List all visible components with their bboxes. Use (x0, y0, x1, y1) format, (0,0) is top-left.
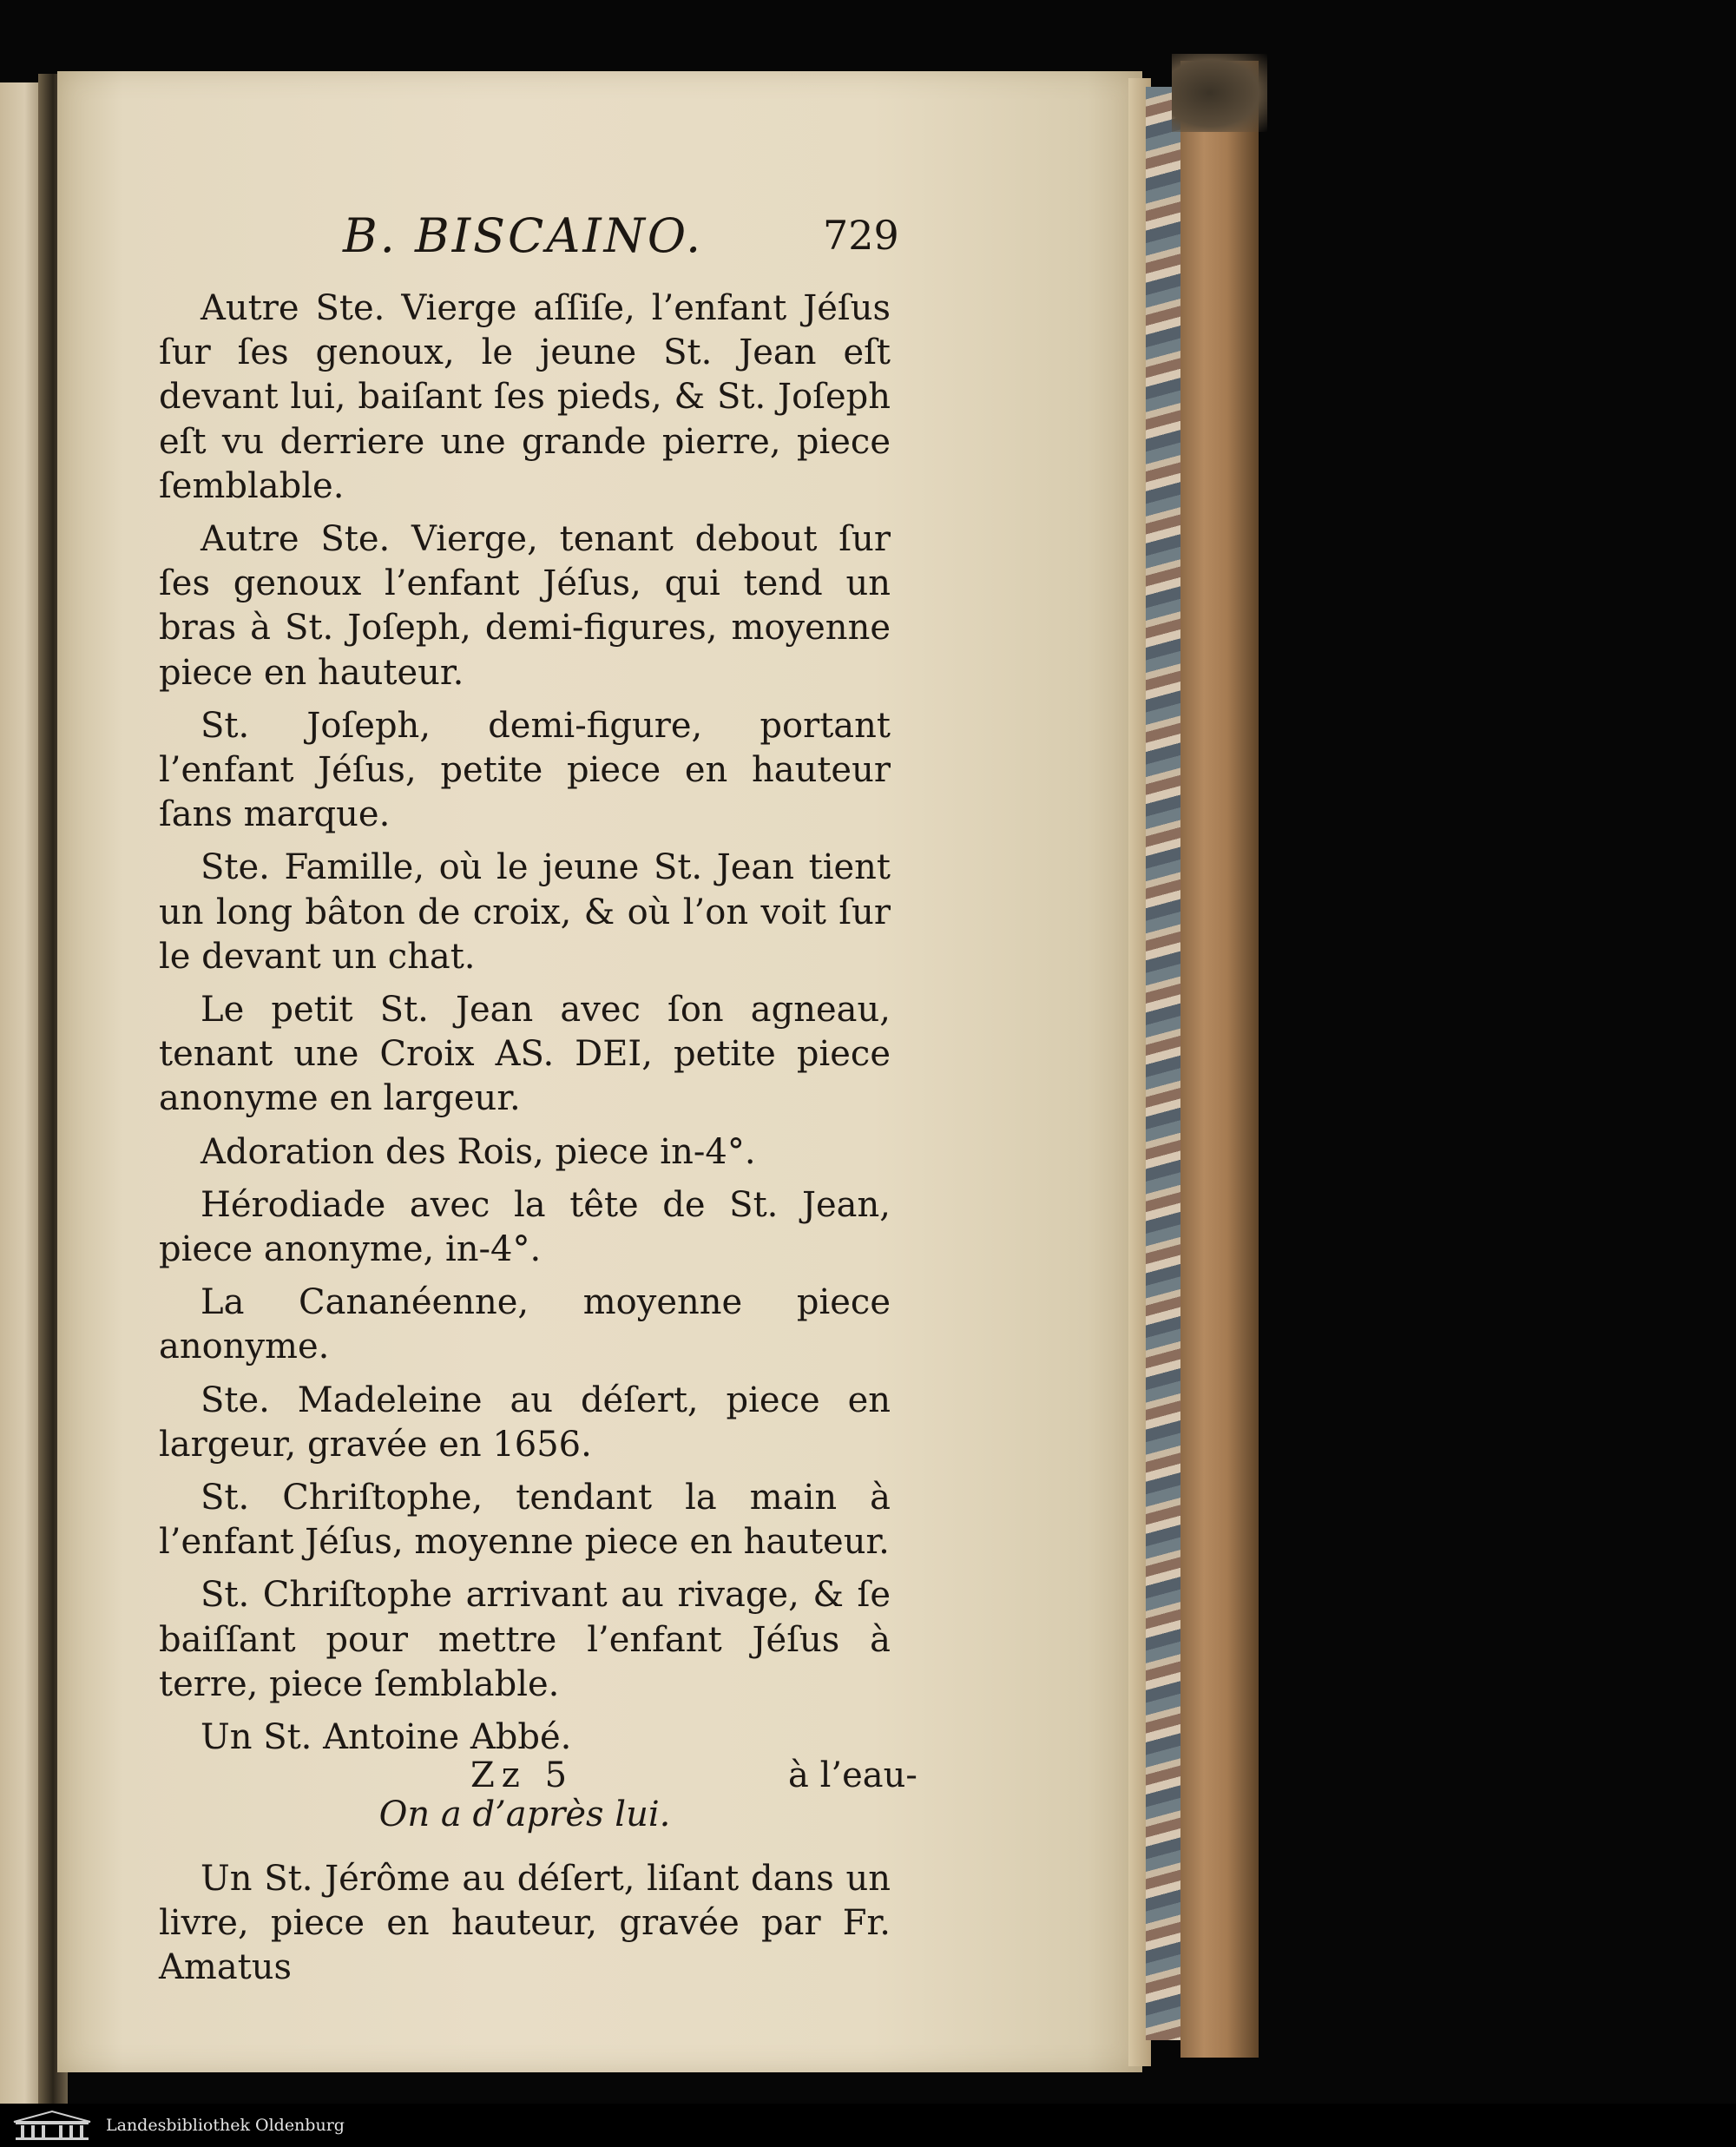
paragraph: Autre Ste. Vierge aſſiſe, l’enfant Jéſus ſur ſes genoux, le jeune St. Jean eſt devant lui, baiſant ſes pieds, & St. Joſeph eſt vu derriere une grande pierre, piece ſemblable. (159, 288, 891, 506)
paragraph: Hérodiade avec la tête de St. Jean, piece anonyme, in-4°. (159, 1184, 891, 1270)
page-body (159, 286, 891, 1999)
marbled-edge (1146, 87, 1182, 2040)
page-foot-line (0, 1755, 1736, 1808)
paragraph: Ste. Madeleine au déſert, piece en largeur, gravée en 1656. (159, 1380, 891, 1465)
signature-mark: Zz 5 (470, 1755, 575, 1795)
catchword: à l’eau- (788, 1755, 917, 1795)
paragraph: Un St. Antoine Abbé. (201, 1717, 572, 1758)
running-head (0, 208, 1736, 269)
paragraph: St. Joſeph, demi-figure, portant l’enfant Jéſus, petite piece en hauteur ſans marque. (159, 705, 891, 835)
paragraph: Le petit St. Jean avec ſon agneau, tenant une Croix AS. DEI, petite piece anonyme en largeur. (159, 990, 891, 1119)
page-number: 729 (823, 212, 899, 259)
running-head-title: B. BISCAINO. (343, 208, 704, 263)
section-heading: On a d’après lui. (378, 1795, 671, 1835)
paragraph: St. Chriſtophe arrivant au rivage, & ſe baiſſant pour mettre l’enfant Jéſus à terre, piece ſemblable. (159, 1575, 891, 1704)
paragraph: Ste. Famille, où le jeune St. Jean tient un long bâton de croix, & où l’on voit ſur le devant un chat. (159, 847, 891, 977)
footer-label: Landesbibliothek Oldenburg (106, 2116, 345, 2135)
paragraph: Adoration des Rois, piece in-4°. (201, 1131, 756, 1172)
paragraph: La Cananéenne, moyenne piece anonyme. (159, 1282, 891, 1367)
paragraph: Autre Ste. Vierge, tenant debout ſur ſes genoux l’enfant Jéſus, qui tend un bras à St. Joſeph, demi-figures, moyenne piece en hauteur. (159, 519, 891, 693)
library-building-icon (10, 2110, 94, 2141)
paragraph: Un St. Jérôme au déſert, liſant dans un livre, piece en hauteur, gravée par Fr. Amatus (159, 1858, 891, 1987)
footer-bar (0, 2104, 1736, 2147)
worn-binding-corner (1172, 54, 1267, 132)
paragraph: St. Chriſtophe, tendant la main à l’enfant Jéſus, moyenne piece en hauteur. (159, 1478, 891, 1563)
